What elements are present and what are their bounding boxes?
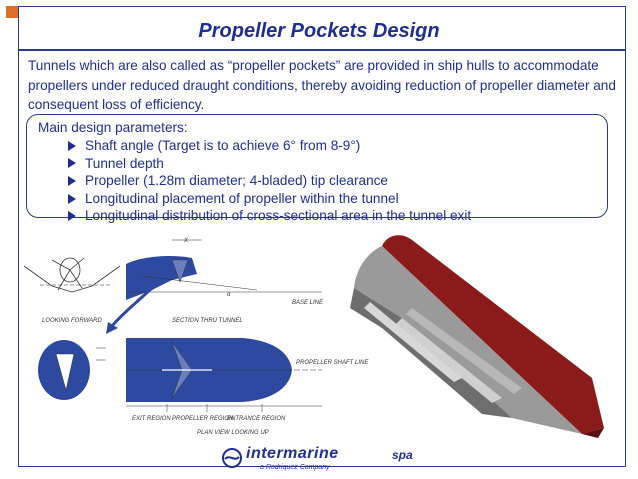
parameter-text: Shaft angle (Target is to achieve 6° from 8-9°)	[85, 138, 361, 153]
parameter-text: Longitudinal distribution of cross-sectional area in the tunnel exit	[85, 208, 472, 224]
parameters-list	[68, 137, 471, 225]
arrow-bullet-icon	[68, 194, 76, 204]
parameter-item	[68, 137, 471, 155]
propeller-region-label: PROPELLER REGION	[172, 416, 234, 422]
logo-tagline: a Rodriquez Company	[260, 464, 330, 471]
logo-suffix: spa	[392, 448, 413, 462]
arrow-bullet-icon	[68, 176, 76, 186]
parameter-item	[68, 190, 471, 208]
parameter-item	[68, 207, 471, 225]
parameters-heading: Main design parameters:	[38, 120, 188, 135]
parameter-text: Longitudinal placement of propeller within the tunnel	[85, 190, 399, 206]
exit-region-label: EXIT REGION	[132, 416, 171, 422]
section-view	[126, 238, 324, 324]
slide-title: Propeller Pockets Design	[198, 20, 440, 42]
arrow-bullet-icon	[68, 141, 76, 151]
tunnel-diagram	[22, 230, 369, 440]
title-divider	[18, 49, 626, 51]
hull-render	[342, 228, 622, 443]
plan-view-label: PLAN VIEW LOOKING UP	[197, 430, 269, 436]
parameter-text: Propeller (1.28m diameter; 4-bladed) tip clearance	[85, 173, 388, 189]
logo-mark-icon	[222, 448, 242, 468]
x-label: X	[184, 238, 189, 244]
parameter-text: Tunnel depth	[85, 155, 164, 171]
parameter-item	[68, 172, 471, 190]
corner-accent	[6, 6, 18, 18]
baseline-label: BASE LINE	[292, 300, 324, 306]
section-label: SECTION THRU TUNNEL	[172, 318, 243, 324]
parameter-item	[68, 155, 471, 173]
alpha-label: α	[227, 292, 231, 298]
intro-paragraph: Tunnels which are also called as “propeller pockets” are provided in ship hulls to accommodate propellers under reduced draught conditions, thereby avoiding reduction of propeller diameter and consequent loss of efficiency.	[28, 58, 616, 112]
arrow-bullet-icon	[68, 211, 76, 221]
tunnel-section-detail	[38, 340, 106, 400]
company-logo	[222, 444, 432, 474]
looking-forward-view	[24, 258, 120, 324]
looking-forward-label: LOOKING FORWARD	[42, 318, 102, 324]
logo-name: intermarine	[246, 445, 339, 462]
shaft-line-label: PROPELLER SHAFT LINE	[296, 360, 369, 366]
entrance-region-label: ENTRANCE REGION	[227, 416, 286, 422]
arrow-bullet-icon	[68, 158, 76, 168]
